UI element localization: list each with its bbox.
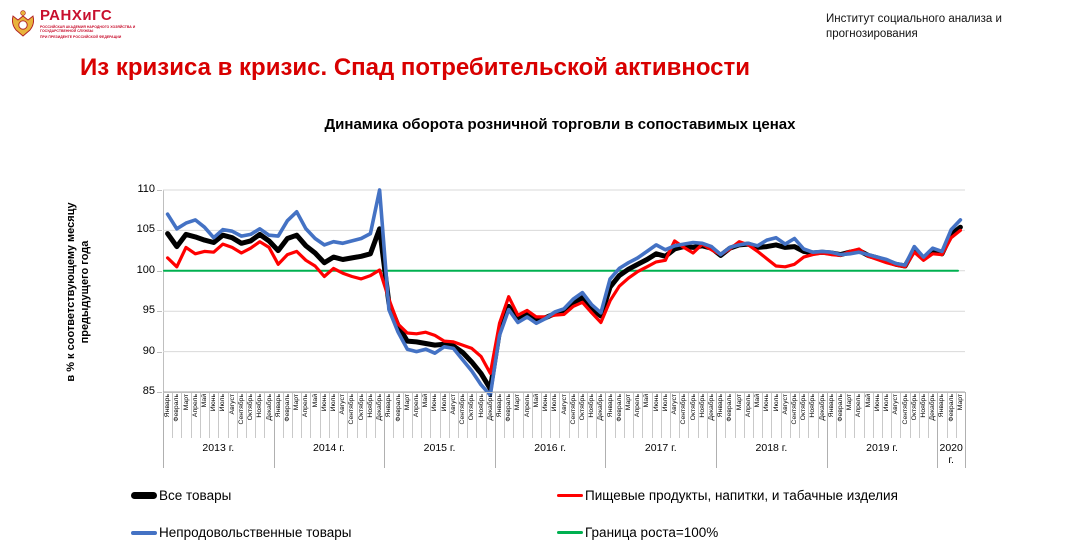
x-axis-month-label: Июнь (210, 394, 218, 412)
x-axis-month-tick (661, 392, 662, 438)
x-axis-month-tick (228, 392, 229, 438)
x-axis-month-tick (928, 392, 929, 438)
x-axis-month-tick (366, 392, 367, 438)
x-axis-month-tick (467, 392, 468, 438)
x-axis-month-label: Январь (827, 394, 835, 418)
x-axis-month-tick (735, 392, 736, 438)
x-axis-month-label: Март (846, 394, 854, 411)
x-axis-month-tick (209, 392, 210, 438)
x-axis-month-label: Январь (717, 394, 725, 418)
y-axis-tick-mark (157, 392, 162, 393)
x-axis-month-label: Июнь (652, 394, 660, 412)
x-axis-month-tick (550, 392, 551, 438)
x-axis-month-label: Июль (330, 394, 338, 412)
x-axis-month-label: Февраль (837, 394, 845, 422)
x-axis-month-label: Сентябрь (790, 394, 798, 425)
x-axis-month-tick (569, 392, 570, 438)
x-axis-month-label: Апрель (413, 394, 420, 418)
x-axis-year-label: 2019 г. (866, 442, 898, 454)
x-axis-month-label: Май (754, 394, 762, 408)
x-axis-month-label: Май (422, 394, 430, 408)
x-axis-month-label: Март (514, 394, 522, 411)
x-axis-year-separator (716, 392, 717, 468)
x-axis-month-label: Август (781, 394, 789, 415)
x-axis-year-separator (384, 392, 385, 468)
y-axis-tick-label: 95 (142, 304, 155, 317)
x-axis-month-label: Ноябрь (920, 394, 928, 418)
y-axis-tick-mark (157, 311, 162, 312)
x-axis-month-label: Август (449, 394, 457, 415)
institute-name: Институт социального анализа и прогнозирования (826, 13, 1002, 41)
x-axis-month-label: Декабрь (265, 394, 273, 421)
x-axis-month-label: Февраль (394, 394, 402, 422)
x-axis-month-tick (255, 392, 256, 438)
y-axis-title: в % к соответствующему месяцу предыдущего года (65, 202, 91, 382)
logo-subtitle-line2: ПРИ ПРЕЗИДЕНТЕ РОССИЙСКОЙ ФЕДЕРАЦИИ (40, 35, 122, 40)
series-line-2 (168, 190, 961, 395)
x-axis-year-separator (163, 392, 164, 468)
x-axis-month-label: Ноябрь (477, 394, 485, 418)
x-axis-month-tick (725, 392, 726, 438)
x-axis-month-tick (172, 392, 173, 438)
x-axis-month-label: Сентябрь (901, 394, 909, 425)
x-axis-month-tick (679, 392, 680, 438)
x-axis-month-tick (956, 392, 957, 438)
legend-item (131, 525, 351, 540)
x-axis-month-label: Январь (938, 394, 946, 418)
x-axis-month-label: Октябрь (578, 394, 586, 421)
x-axis-month-tick (781, 392, 782, 438)
x-axis-month-tick (919, 392, 920, 438)
x-axis-month-tick (181, 392, 182, 438)
x-axis-month-label: Июнь (431, 394, 439, 412)
x-axis-month-tick (836, 392, 837, 438)
x-axis-month-label: Апрель (634, 394, 642, 418)
x-axis-month-label: Июль (440, 394, 448, 412)
x-axis-month-label: Август (228, 394, 236, 415)
x-axis-year-label: 2015 г. (423, 442, 456, 454)
logo-acronym: РАНХиГС (40, 7, 113, 24)
x-axis-month-tick (744, 392, 745, 438)
x-axis-month-label: Август (892, 394, 900, 415)
x-axis-month-label: Апрель (191, 394, 199, 418)
legend-line-sample (131, 531, 157, 535)
x-axis-month-tick (375, 392, 376, 438)
x-axis-month-label: Декабрь (818, 394, 826, 421)
x-axis-year-separator (827, 392, 828, 468)
x-axis-month-label: Январь (606, 394, 614, 418)
x-axis-month-tick (357, 392, 358, 438)
y-axis-tick-label: 110 (137, 183, 155, 195)
x-axis-month-tick (412, 392, 413, 438)
x-axis-month-tick (246, 392, 247, 438)
y-axis-tick-mark (157, 352, 162, 353)
x-axis-year-separator (605, 392, 606, 468)
x-axis-month-tick (440, 392, 441, 438)
x-axis-month-tick (947, 392, 948, 438)
x-axis-month-tick (652, 392, 653, 438)
logo-subtitle-line1: РОССИЙСКАЯ АКАДЕМИЯ НАРОДНОГО ХОЗЯЙСТВА И ГОСУДАРСТВЕННОЙ СЛУЖБЫ (40, 25, 136, 34)
x-axis-month-tick (790, 392, 791, 438)
x-axis-month-label: Октябрь (689, 394, 697, 421)
x-axis-month-label: Июль (551, 394, 559, 412)
x-axis-month-label: Июль (883, 394, 891, 412)
x-axis-month-tick (873, 392, 874, 438)
x-axis-month-tick (292, 392, 293, 438)
x-axis-month-tick (900, 392, 901, 438)
legend-label: Непродовольственные товары (159, 525, 352, 540)
x-axis-month-label: Август (560, 394, 568, 415)
x-axis-year-label: 2016 г. (534, 442, 567, 454)
x-axis-month-label: Июнь (763, 394, 771, 412)
x-axis-month-label: Апрель (744, 394, 752, 418)
x-axis-month-label: Сентябрь (459, 394, 467, 425)
legend-label: Граница роста=100% (585, 525, 719, 540)
x-axis-month-tick (771, 392, 772, 438)
x-axis-month-label: Февраль (947, 394, 955, 422)
x-axis-month-label: Февраль (283, 394, 291, 422)
x-axis-month-label: Декабрь (376, 394, 384, 421)
x-axis-month-tick (753, 392, 754, 438)
chart-title: Динамика оборота розничной торговли в сопоставимых ценах (324, 116, 796, 133)
x-axis-month-tick (845, 392, 846, 438)
y-axis-tick-label: 100 (136, 263, 155, 276)
x-axis-month-label: Сентябрь (237, 394, 245, 425)
x-axis-month-tick (191, 392, 192, 438)
x-axis-year-separator (965, 392, 966, 468)
x-axis-month-label: Июль (772, 394, 780, 412)
x-axis-month-tick (218, 392, 219, 438)
x-axis-month-label: Ноябрь (809, 394, 817, 418)
x-axis-month-label: Август (339, 394, 347, 415)
x-axis-month-label: Ноябрь (366, 394, 374, 418)
x-axis-month-tick (523, 392, 524, 438)
x-axis-month-tick (624, 392, 625, 438)
ranepa-emblem-icon (10, 8, 36, 38)
x-axis-month-label: Май (200, 394, 208, 408)
x-axis-month-label: Декабрь (597, 394, 605, 421)
legend-label: Пищевые продукты, напитки, и табачные изделия (585, 488, 898, 503)
x-axis-month-label: Март (403, 394, 411, 411)
x-axis-month-tick (338, 392, 339, 438)
x-axis-month-tick (283, 392, 284, 438)
x-axis-month-label: Январь (274, 394, 282, 418)
x-axis-month-label: Май (311, 394, 319, 408)
x-axis-month-tick (476, 392, 477, 438)
x-axis-month-tick (347, 392, 348, 438)
x-axis-month-label: Октябрь (910, 394, 918, 421)
x-axis-month-label: Сентябрь (569, 394, 577, 425)
x-axis-month-tick (596, 392, 597, 438)
x-axis-month-tick (799, 392, 800, 438)
x-axis-year-label: 2013 г. (202, 442, 235, 454)
legend-label: Все товары (159, 488, 232, 503)
x-axis-month-tick (670, 392, 671, 438)
x-axis-month-label: Июнь (542, 394, 550, 412)
x-axis-month-tick (504, 392, 505, 438)
x-axis-month-tick (513, 392, 514, 438)
x-axis-month-label: Июль (661, 394, 669, 412)
x-axis-month-label: Январь (495, 394, 503, 418)
x-axis-month-label: Октябрь (357, 394, 365, 421)
y-axis-tick-label: 105 (136, 223, 155, 236)
x-axis-month-tick (541, 392, 542, 438)
x-axis-month-label: Ноябрь (698, 394, 706, 418)
x-axis-month-tick (264, 392, 265, 438)
x-axis-year-label: 2014 г. (313, 442, 345, 454)
x-axis-month-label: Май (864, 394, 872, 408)
x-axis-month-tick (320, 392, 321, 438)
x-axis-month-label: Январь (164, 394, 172, 418)
x-axis-month-tick (688, 392, 689, 438)
y-axis-tick-label: 90 (142, 344, 155, 357)
x-axis-month-label: Май (643, 394, 651, 408)
x-axis-month-label: Март (625, 394, 633, 411)
x-axis-month-label: Февраль (615, 394, 623, 422)
x-axis-month-tick (237, 392, 238, 438)
x-axis-month-label: Сентябрь (348, 394, 356, 425)
legend-item (131, 488, 231, 503)
x-axis-month-tick (882, 392, 883, 438)
x-axis-month-tick (891, 392, 892, 438)
x-axis-month-tick (200, 392, 201, 438)
x-axis-month-tick (449, 392, 450, 438)
x-axis-month-label: Октябрь (247, 394, 255, 421)
x-axis-month-tick (301, 392, 302, 438)
x-axis-month-tick (615, 392, 616, 438)
x-axis-month-label: Февраль (173, 394, 181, 422)
x-axis-month-label: Декабрь (707, 394, 715, 421)
x-axis-month-tick (403, 392, 404, 438)
x-axis-month-label: Март (956, 394, 964, 411)
x-axis-month-label: Ноябрь (588, 394, 596, 418)
legend-line-sample (557, 531, 583, 534)
x-axis-month-tick (854, 392, 855, 438)
x-axis-month-tick (458, 392, 459, 438)
x-axis-month-tick (642, 392, 643, 438)
x-axis-month-tick (578, 392, 579, 438)
legend-item (557, 488, 898, 503)
x-axis-month-label: Апрель (855, 394, 863, 418)
x-axis-month-tick (430, 392, 431, 438)
y-axis-tick-mark (157, 190, 162, 191)
legend-line-sample (131, 492, 157, 499)
x-axis-month-tick (329, 392, 330, 438)
x-axis-month-label: Сентябрь (680, 394, 688, 425)
y-axis-tick-label: 85 (142, 385, 155, 397)
x-axis-year-label: 2018 г. (755, 442, 788, 454)
x-axis-month-label: Ноябрь (256, 394, 264, 418)
x-axis-month-label: Декабрь (486, 394, 494, 421)
x-axis-month-label: Октябрь (468, 394, 476, 421)
x-axis-month-tick (532, 392, 533, 438)
x-axis-month-label: Март (735, 394, 743, 411)
x-axis-month-tick (559, 392, 560, 438)
x-axis-month-tick (762, 392, 763, 438)
x-axis-month-label: Февраль (505, 394, 513, 422)
x-axis-month-tick (393, 392, 394, 438)
x-axis-year-label: 2020 г. (939, 442, 963, 467)
x-axis-month-tick (587, 392, 588, 438)
x-axis-month-label: Июль (219, 394, 227, 412)
x-axis-month-tick (310, 392, 311, 438)
legend-line-sample (557, 494, 583, 498)
x-axis-month-tick (910, 392, 911, 438)
x-axis-month-label: Январь (385, 394, 393, 418)
x-axis-year-separator (274, 392, 275, 468)
plot-svg (163, 190, 965, 392)
x-axis-month-tick (808, 392, 809, 438)
y-axis-tick-mark (157, 271, 162, 272)
x-axis-month-tick (864, 392, 865, 438)
x-axis-month-label: Апрель (523, 394, 531, 418)
x-axis-month-label: Февраль (726, 394, 734, 422)
x-axis-year-separator (495, 392, 496, 468)
x-axis-month-label: Декабрь (929, 394, 937, 421)
y-axis-tick-mark (157, 230, 162, 231)
legend-item (557, 525, 718, 540)
x-axis-month-tick (486, 392, 487, 438)
x-axis-year-label: 2017 г. (644, 442, 677, 454)
x-axis-month-label: Июнь (320, 394, 328, 412)
ranepa-logo (10, 8, 160, 39)
x-axis-month-tick (818, 392, 819, 438)
x-axis-month-tick (698, 392, 699, 438)
x-axis-month-tick (633, 392, 634, 438)
x-axis-month-label: Октябрь (800, 394, 808, 421)
x-axis-month-tick (421, 392, 422, 438)
x-axis-month-label: Июнь (873, 394, 881, 412)
x-axis-month-label: Апрель (302, 394, 310, 418)
x-axis-month-label: Март (293, 394, 301, 411)
x-axis-month-label: Август (671, 394, 679, 415)
slide-title: Из кризиса в кризис. Спад потребительской активности (80, 54, 751, 81)
x-axis-month-tick (707, 392, 708, 438)
x-axis-month-label: Март (182, 394, 190, 411)
x-axis-line (163, 392, 965, 393)
x-axis-month-label: Май (532, 394, 540, 408)
